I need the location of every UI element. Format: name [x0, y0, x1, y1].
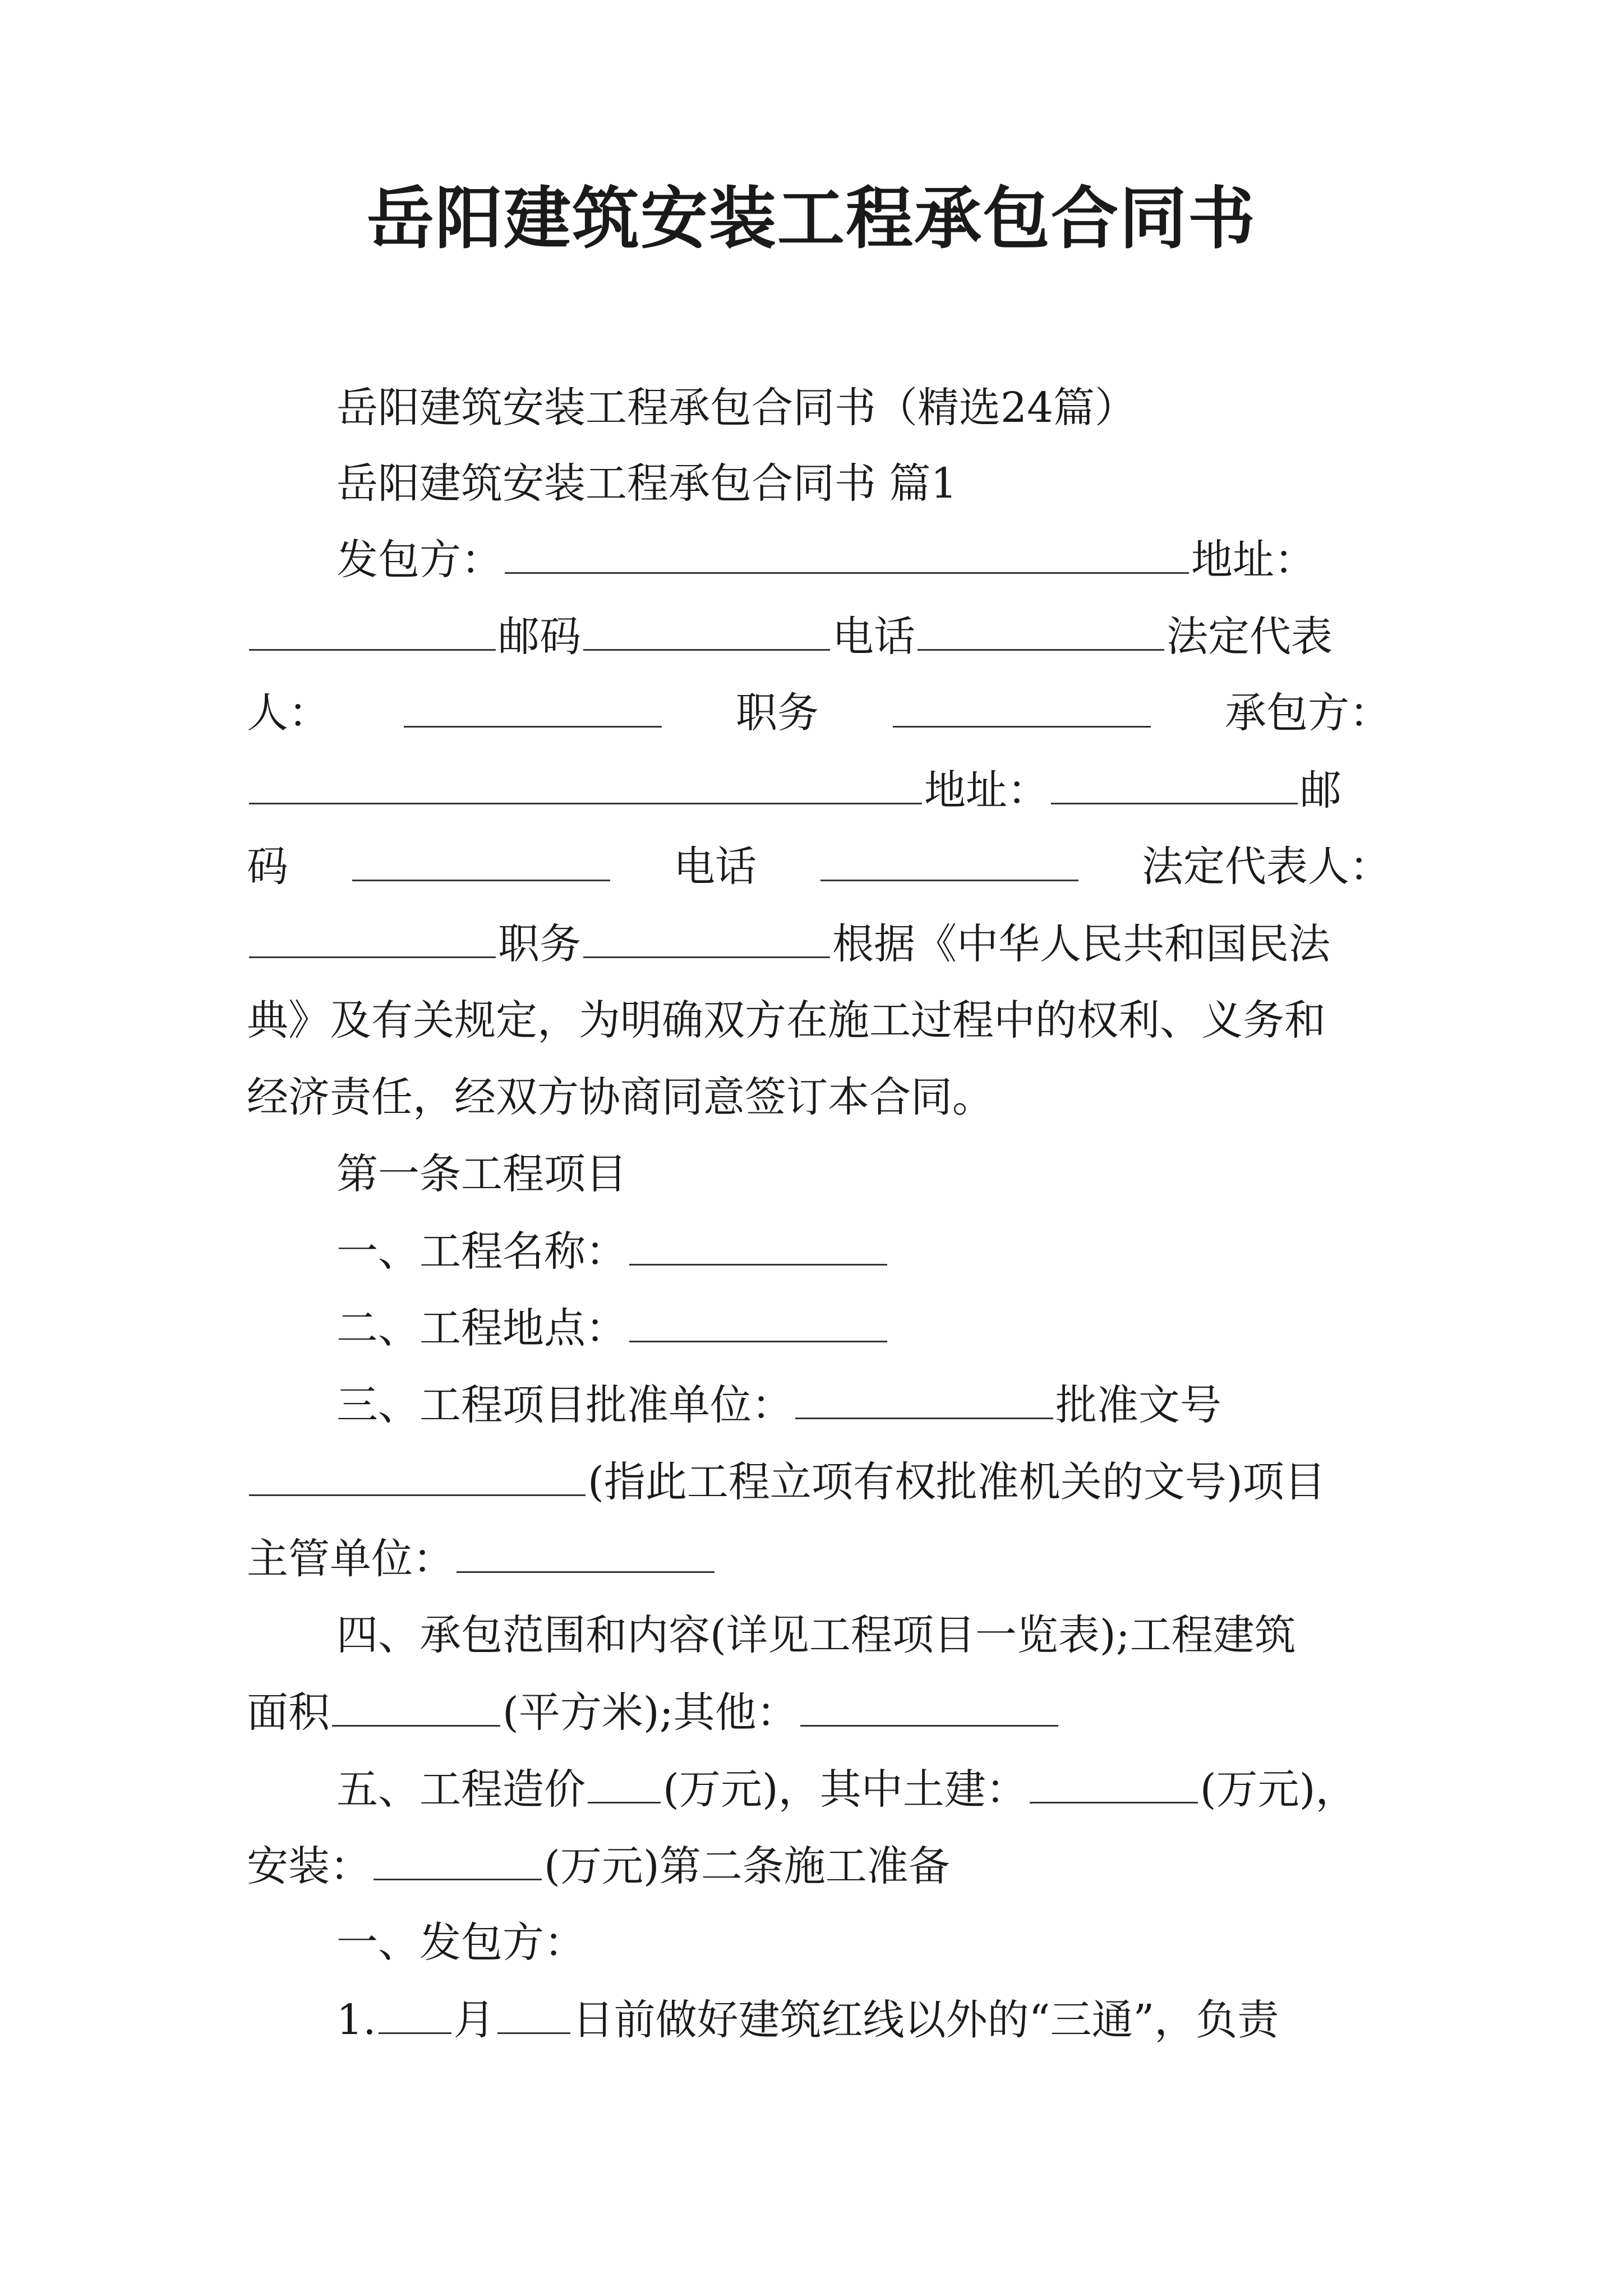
party-b-legal-rep-blank — [249, 923, 496, 958]
cost-blank — [588, 1768, 661, 1803]
project-location-label: 二、工程地点： — [336, 1304, 627, 1352]
approval-number-note: (指此工程立项有权批准机关的文号)项目 — [588, 1458, 1326, 1506]
legal-rep-label-cont: 人： — [247, 689, 330, 737]
other-blank — [800, 1691, 1058, 1727]
party-b-postcode-label-cont: 码 — [247, 843, 288, 891]
party-b-position-label: 职务 — [498, 920, 581, 968]
approval-unit-blank — [795, 1384, 1053, 1419]
party-b-postcode-blank — [352, 846, 610, 881]
party-b-label: 承包方： — [1225, 689, 1391, 737]
day-blank — [497, 1999, 570, 2034]
article-1-heading: 第一条工程项目 — [336, 1150, 627, 1198]
approval-number-blank — [249, 1461, 585, 1496]
approval-unit-label: 三、工程项目批准单位： — [336, 1381, 793, 1429]
party-b-blank — [249, 769, 922, 804]
civil-unit: (万元)， — [1200, 1765, 1357, 1814]
project-location-blank — [629, 1307, 887, 1342]
chapter-heading: 岳阳建筑安装工程承包合同书 篇1 — [336, 459, 957, 508]
month-blank — [379, 1999, 451, 2034]
duty-1-line — [247, 1996, 1391, 2044]
party-a-label: 发包方： — [336, 536, 502, 584]
basis-text: 根据《中华人民共和国民法 — [832, 920, 1330, 968]
duty-1-text: 日前做好建筑红线以外的“三通”，负责 — [572, 1996, 1279, 2044]
approval-number-line — [247, 1458, 1391, 1506]
postcode-label: 邮码 — [498, 613, 581, 661]
month-label: 月 — [453, 1996, 495, 2044]
civil-label: (万元)，其中土建： — [663, 1765, 1027, 1814]
basis-text-end: 经济责任，经双方协商同意签订本合同。 — [247, 1073, 994, 1121]
position-blank — [893, 692, 1151, 728]
supervisor-blank — [457, 1538, 714, 1573]
project-location-line — [247, 1304, 1391, 1352]
basis-text-cont: 典》及有关规定，为明确双方在施工过程中的权利、义务和 — [247, 996, 1326, 1045]
cost-line — [247, 1765, 1391, 1814]
postcode-line — [247, 613, 1391, 661]
party-b-phone-line — [247, 843, 1391, 891]
phone-label: 电话 — [832, 613, 915, 661]
party-b-postcode-label: 邮 — [1300, 766, 1341, 815]
approval-unit-line — [247, 1381, 1391, 1429]
supervisor-label: 主管单位： — [247, 1535, 454, 1583]
party-a-blank — [505, 539, 1189, 574]
area-label: 面积 — [247, 1688, 330, 1737]
scope-line: 四、承包范围和内容(详见工程项目一览表);工程建筑 — [336, 1611, 1296, 1659]
project-name-label: 一、工程名称： — [336, 1227, 627, 1276]
install-blank — [374, 1845, 542, 1880]
civil-blank — [1030, 1768, 1198, 1803]
area-line — [247, 1688, 1391, 1737]
party-b-phone-blank — [820, 846, 1078, 881]
party-b-address-label: 地址： — [924, 766, 1049, 815]
supervisor-line — [247, 1535, 1391, 1583]
postcode-blank — [583, 615, 830, 651]
duty-1-number: 1. — [336, 1996, 376, 2044]
subtitle-line: 岳阳建筑安装工程承包合同书（精选24篇） — [336, 384, 1137, 432]
approval-number-label: 批准文号 — [1055, 1381, 1221, 1429]
basis-line — [247, 920, 1391, 968]
party-b-position-blank — [583, 923, 830, 958]
legal-rep-blank — [404, 692, 662, 728]
project-name-blank — [629, 1230, 887, 1266]
install-line — [247, 1842, 1391, 1890]
position-label: 职务 — [736, 689, 819, 737]
party-b-address-line — [247, 766, 1391, 815]
other-label: (平方米);其他： — [502, 1688, 798, 1737]
address-label: 地址： — [1191, 536, 1316, 584]
party-a-duties-heading: 一、发包方： — [336, 1918, 585, 1967]
install-label: 安装： — [247, 1842, 371, 1890]
cost-label: 五、工程造价 — [336, 1765, 585, 1814]
party-b-phone-label: 电话 — [674, 843, 757, 891]
party-b-address-blank — [1051, 769, 1298, 804]
party-b-legal-rep-label: 法定代表人： — [1142, 843, 1391, 891]
area-blank — [332, 1691, 500, 1727]
legal-rep-label: 法定代表 — [1166, 613, 1332, 661]
position-line — [247, 689, 1391, 737]
address-blank — [249, 615, 496, 651]
phone-blank — [917, 615, 1164, 651]
party-a-line — [247, 536, 1391, 584]
project-name-line — [247, 1227, 1391, 1276]
article-2-heading: (万元)第二条施工准备 — [544, 1842, 950, 1890]
document-title: 岳阳建筑安装工程承包合同书 — [367, 179, 1256, 258]
